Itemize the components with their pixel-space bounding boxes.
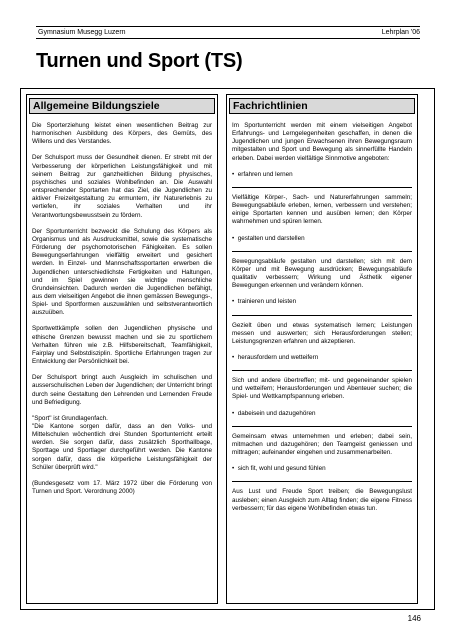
paragraph: Der Schulsport bringt auch Ausgleich im schulischen und ausserschulischen Leben der Jugendlichen; der Unterricht bringt durch seine Gestaltung den Lehrenden und Lernenden Freude und Befriedigung. [32,374,212,406]
list-item: • trainieren und leisten [232,298,297,306]
paragraph: Gezielt üben und etwas systematisch lernen; Leistungen messen und auswerten; sich Herausforderungen stellen; Leistungsgrenzen erfahren und akzeptieren. [232,321,412,345]
paragraph: Der Sportunterricht bezweckt die Schulung des Körpers als Organismus und als Ausdrucksmittel, sowie die systematische Förderung der psychomotorischen Fähigkeiten. Es sollen Bewegungserfahrungen vielfältig erweitert und gesichert werden. In Einzel- und Mannschaftssportarten erwerben die Jugendlichen unterschiedlichste Fertigkeiten und Haltungen, und im Spiel gewinnen sie wichtige menschliche Grundeinsichten. Dadurch werden die Jugendlichen befähigt, aus dem vielseitigen Angebot die ihnen gemässen Bewegungs-, Spiel- und Sportformen auszuwählen und selbstverantwortlich auszuüben. [32,227,212,317]
paragraph: Die Sporterziehung leistet einen wesentlichen Beitrag zur harmonischen Ausbildung des Körpers, des Gemüts, des Willens und des Verstandes. [32,122,212,146]
divider [232,370,412,371]
paragraph: Aus Lust und Freude Sport treiben; die Bewegungslust ausleben; einen Ausgleich zum Alltag finden; die eigene Fitness verbessern; für das eigene Wohlbefinden etwas tun. [232,488,412,512]
page-number: 146 [407,614,421,623]
paragraph: Sich und andere übertreffen; mit- und gegeneinander spielen und wetteifern; Herausforderungen und Abenteuer suchen; die Spiel- und Wettkampfspannung erleben. [232,377,412,401]
list-item: • dabeisein und dazugehören [232,409,316,417]
divider [232,481,412,482]
page-title: Turnen und Sport (TS) [36,50,243,72]
paragraph: "Sport" ist Grundlagenfach. [32,414,108,422]
quote: "Die Kantone sorgen dafür, dass an den Volks- und Mittelschulen wöchentlich drei Stunden Sportunterricht erteilt werden. Sie sorgen dafür, dass zusätzlich Sporthallbage, Sporttage und Sportlager durchgeführt werden. Die Kantone sorgen dafür, dass die körperliche Leistungsfähigkeit der Schüler überprüft wird." [32,423,212,471]
divider [232,251,412,252]
citation: (Bundesgesetz vom 17. März 1972 über die Förderung von Turnen und Sport. Verordnung 2000) [32,479,212,496]
header-top-rule [36,26,420,27]
list-item: • gestalten und darstellen [232,234,305,242]
right-column-heading: Fachrichtlinien [229,98,415,114]
right-column-body [232,122,412,521]
left-column-body [32,122,212,504]
header-bottom-rule [36,38,420,39]
paragraph: Sportwettkämpfe sollen den Jugendlichen physische und ethische Grenzen bewusst machen und sie zu sportlichem Verhalten führen wie z.B. Hilfsbereitschaft, Teamfähigkeit, Fairplay und Selbstdisziplin. Sportliche Erfahrungen tragen zur Entwicklung der Persönlichkeit bei. [32,325,212,366]
left-column [26,94,218,604]
paragraph: Der Schulsport muss der Gesundheit dienen. Er strebt mit der Verbesserung der körperlichen Leistungsfähigkeit und mit seinem Beitrag zur ganzheitlichen Bildung physisches, psychisches und soziales Wohlbefinden an. Die Auswahl entsprechender Sportarten hat das Ziel, die Jugendlichen zu aktiver Freizeitgestaltung zu ermuntern, ihr Naturerlebnis zu vertiefen, ihr soziales Verhalten und ihr Verantwortungsbewusstsein zu fördern. [32,154,212,219]
list-item: • sich fit, wohl und gesund fühlen [232,465,326,473]
left-column-heading: Allgemeine Bildungsziele [29,98,215,114]
paragraph: Vielfältige Körper-, Sach- und Naturerfahrungen sammeln; Bewegungsabläufe erleben, lernen, verbessern und verstehen; einige Sportarten kennen und ausüben lernen; den Körper wahrnehmen und spüren lernen. [232,193,412,226]
list-item: • herausfordern und wetteifern [232,353,319,361]
paragraph: Gemeinsam etwas unternehmen und erleben; dabei sein, mitmachen und dazugehören; den Teamgeist geniessen und mittragen; aufeinander eingehen und zusammenarbeiten. [232,432,412,457]
header-school: Gymnasium Musegg Luzern [38,29,126,36]
divider [232,187,412,188]
right-column [226,94,418,604]
list-item: • erfahren und lernen [232,170,293,178]
divider [232,315,412,316]
header-doc: Lehrplan '06 [381,29,420,36]
paragraph: Im Sportunterricht werden mit einem vielseitigen Angebot Erfahrungs- und Lerngelegenheiten geschaffen, in denen die Jugendlichen und jungen Erwachsenen ihren Bewegungsraum mitgestalten und Sport und Bewegung als sinnerfüllte Handeln erleben. Dabei werden vielfältige Sinnmotive angeboten: [232,122,412,162]
paragraph: Bewegungsabläufe gestalten und darstellen; sich mit dem Körper und mit Bewegung ausdrücken; Bewegungsabläufe qualitativ verbessern; Wirkung und Ästhetik eigener Bewegungen erkennen und verändern können. [232,257,412,290]
divider [232,426,412,427]
